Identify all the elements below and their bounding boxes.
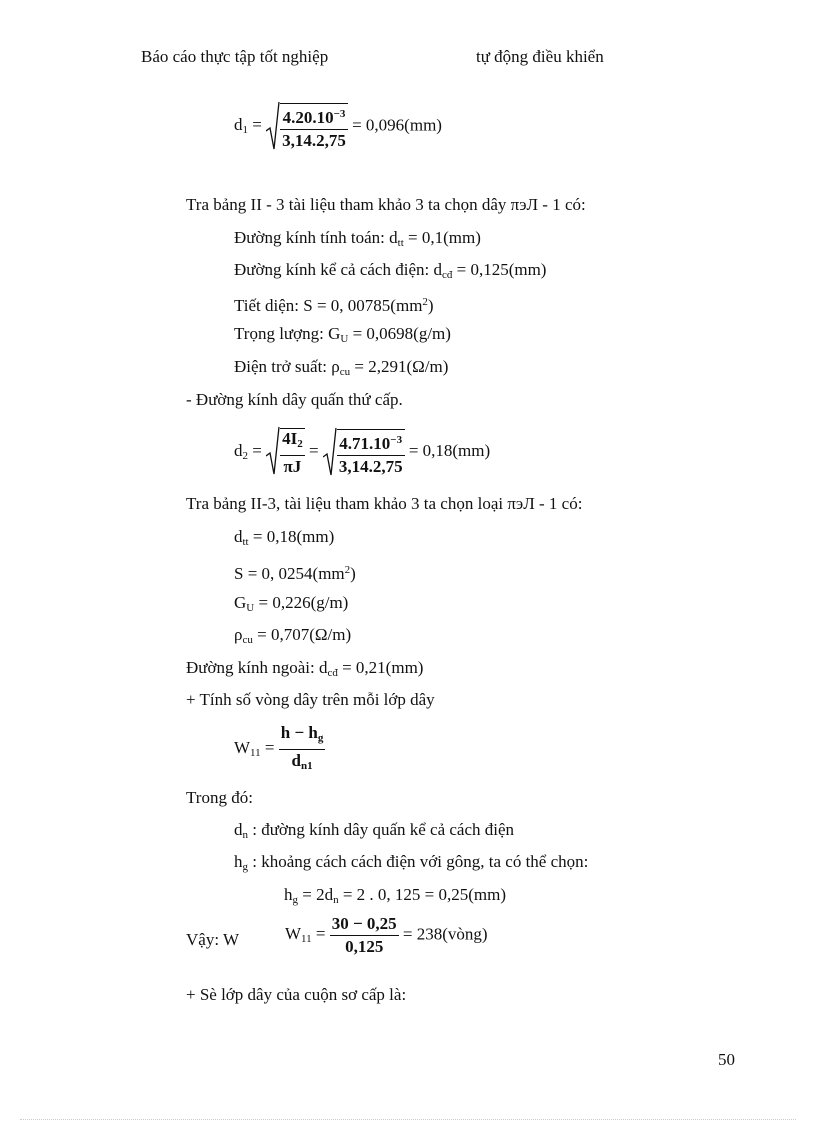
vay-prefix: Vậy: W — [186, 930, 240, 949]
equation-w11: $W_{11}$ = $\frac{h - h_g}{d_{n1}}$ — [234, 724, 325, 775]
sqrt-sign-icon — [266, 426, 280, 476]
secondary-gu: $G_U = 0,226(g/m)$ — [234, 593, 349, 614]
duong-kinh-ke-ca-cach-dien: Đường kính kể cả cách điện: $d_{cđ} = 0,125(mm)$ — [234, 260, 547, 281]
vay-result: = 238(vòng) — [402, 924, 488, 944]
secondary-rho: $\rho_{cu} = 0,707(\Omega/m)$ — [234, 625, 352, 646]
duong-kinh-ngoai: Đường kính ngoài: $d_{cđ} = 0,21(mm)$ — [186, 658, 424, 679]
header-right: tự động điều khiển — [476, 47, 604, 66]
duong-kinh-tinh-toan: Đường kính tính toán: $d_{tt} = 0,1(mm)$ — [234, 228, 481, 249]
tra-bang-paragraph-2: Tra bảng II-3, tài liệu tham khảo 3 ta chọn loại πэЛ - 1 có: — [186, 494, 583, 513]
trong-luong: Trọng lượng: $G_U = 0,0698(g/m)$ — [234, 324, 451, 345]
page-bottom-divider — [20, 1119, 796, 1120]
secondary-heading: - Đường kính dây quấn thứ cấp. — [186, 390, 403, 409]
equation-d1 — [234, 103, 442, 150]
sqrt-d2-formula: $\frac{4I_2}{\pi J}$ — [266, 428, 305, 476]
hg-definition: $h_g$ : khoảng cách cách điện với gông, ta có thể chọn: — [234, 852, 589, 873]
eq-d1-lhs: $d_1$ = — [234, 115, 267, 137]
hg-equation: $h_g = 2d_n = 2$ . 0, 125 = 0,25(mm) — [284, 885, 507, 906]
equation-vay: $W_{11}$ = $\frac{30 - 0,25}{0,125}$ = 238(vòng) — [285, 914, 488, 956]
sqrt-sign-icon — [266, 101, 280, 151]
fraction-d1: $\frac{4.20.10^{-3}}{3,14.2,75}$ — [280, 105, 348, 150]
sqrt-sign-icon — [323, 427, 337, 477]
secondary-dtt: $d_{tt} = 0,18(mm)$ — [234, 527, 335, 548]
tra-bang-paragraph-1: Tra bảng II - 3 tài liệu tham khảo 3 ta chọn dây πэЛ - 1 có: — [186, 195, 586, 214]
eq-d1-result: = 0,096(mm) — [352, 115, 442, 135]
fraction-w11: $\frac{h - h_g}{d_{n1}}$ — [280, 723, 324, 772]
trong-do-label: Trong đó: — [186, 788, 253, 807]
se-lop-heading: + Sè lớp dây của cuộn sơ cấp là: — [186, 985, 407, 1004]
dien-tro-suat: Điện trở suất: $\rho_{cu} = 2,291(\Omega/m)$ — [234, 357, 449, 378]
header-left: Báo cáo thực tập tốt nghiệp — [141, 47, 329, 66]
page-number: 50 — [718, 1050, 735, 1069]
tinh-so-vong-heading: + Tính số vòng dây trên mỗi lớp dây — [186, 690, 435, 709]
fraction-vay: $\frac{30 - 0,25}{0,125}$ — [331, 914, 397, 956]
dn-definition: $d_n$ : đường kính dây quấn kể cả cách điện — [234, 820, 515, 841]
tiet-dien: Tiết diện: S = 0, $00785(mm^2)$ — [234, 296, 434, 315]
eq-d2-result: = 0,18(mm) — [408, 440, 491, 460]
sqrt-d2-values: $\frac{4.71.10^{-3}}{3,14.2,75}$ — [323, 429, 405, 476]
equation-d2: $d_2$ = $\frac{4I_2}{\pi J}$ = $\frac{4.71.10^{-3}}{3,14.2,75}$ = 0,18(mm) — [234, 428, 490, 476]
secondary-s: S = 0, $0254(mm^2)$ — [234, 564, 356, 583]
sqrt-d1 — [266, 103, 348, 150]
